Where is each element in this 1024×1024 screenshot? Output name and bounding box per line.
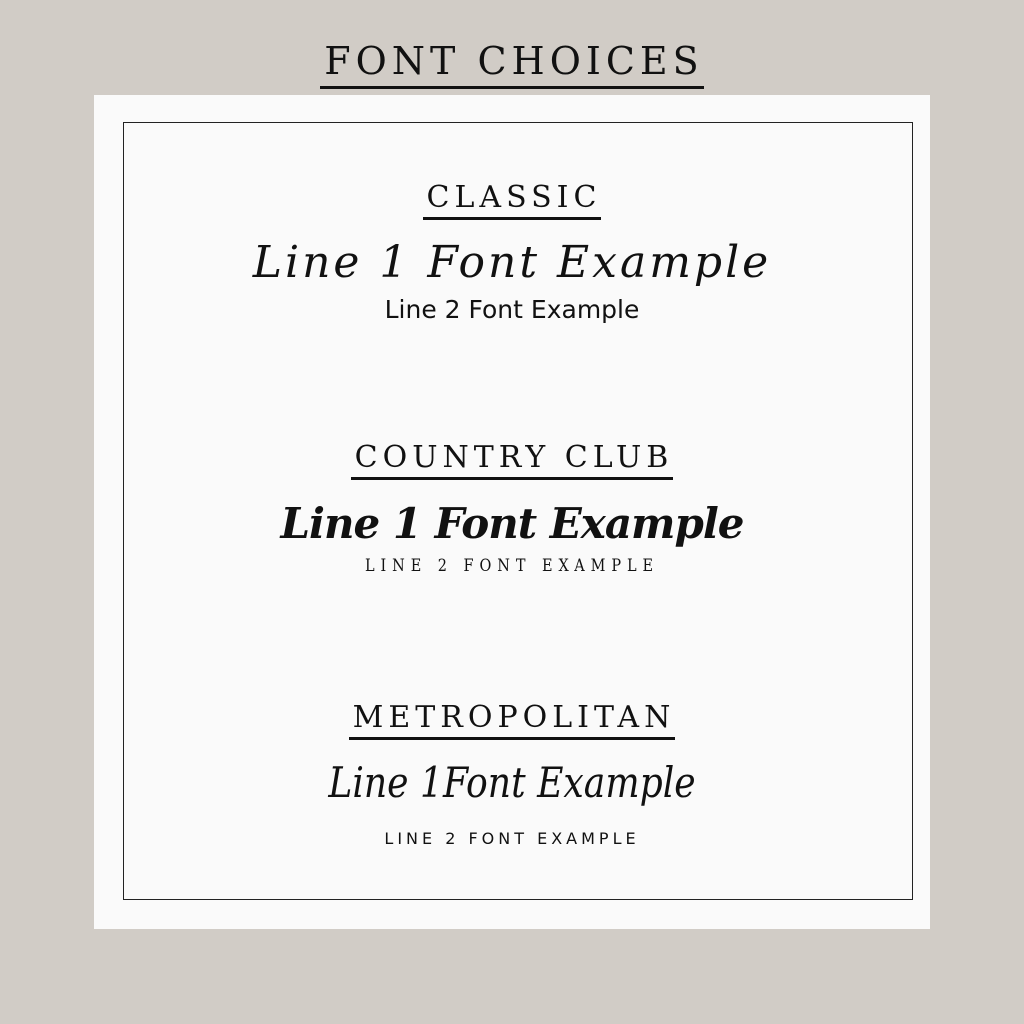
- section-country-club: [94, 440, 930, 578]
- section-metropolitan: [94, 700, 930, 850]
- section-title-metropolitan: METROPOLITAN: [349, 700, 676, 740]
- classic-line1-sample: Line 1 Font Example: [252, 237, 772, 288]
- page-title: [0, 38, 1024, 89]
- page-title-text: FONT CHOICES: [320, 38, 703, 89]
- section-title-classic: CLASSIC: [423, 180, 602, 220]
- section-title-country-club: COUNTRY CLUB: [351, 440, 674, 480]
- country-club-line2-sample: LINE 2 FONT EXAMPLE: [364, 556, 660, 576]
- classic-line2-sample: Line 2 Font Example: [384, 295, 640, 324]
- metropolitan-line2-sample: LINE 2 FONT EXAMPLE: [384, 829, 640, 848]
- font-choices-card: [94, 95, 930, 929]
- country-club-line1-sample: Line 1 Font Example: [280, 499, 744, 548]
- metropolitan-line1-sample: Line 1Font Example: [328, 758, 696, 807]
- section-classic: [94, 180, 930, 326]
